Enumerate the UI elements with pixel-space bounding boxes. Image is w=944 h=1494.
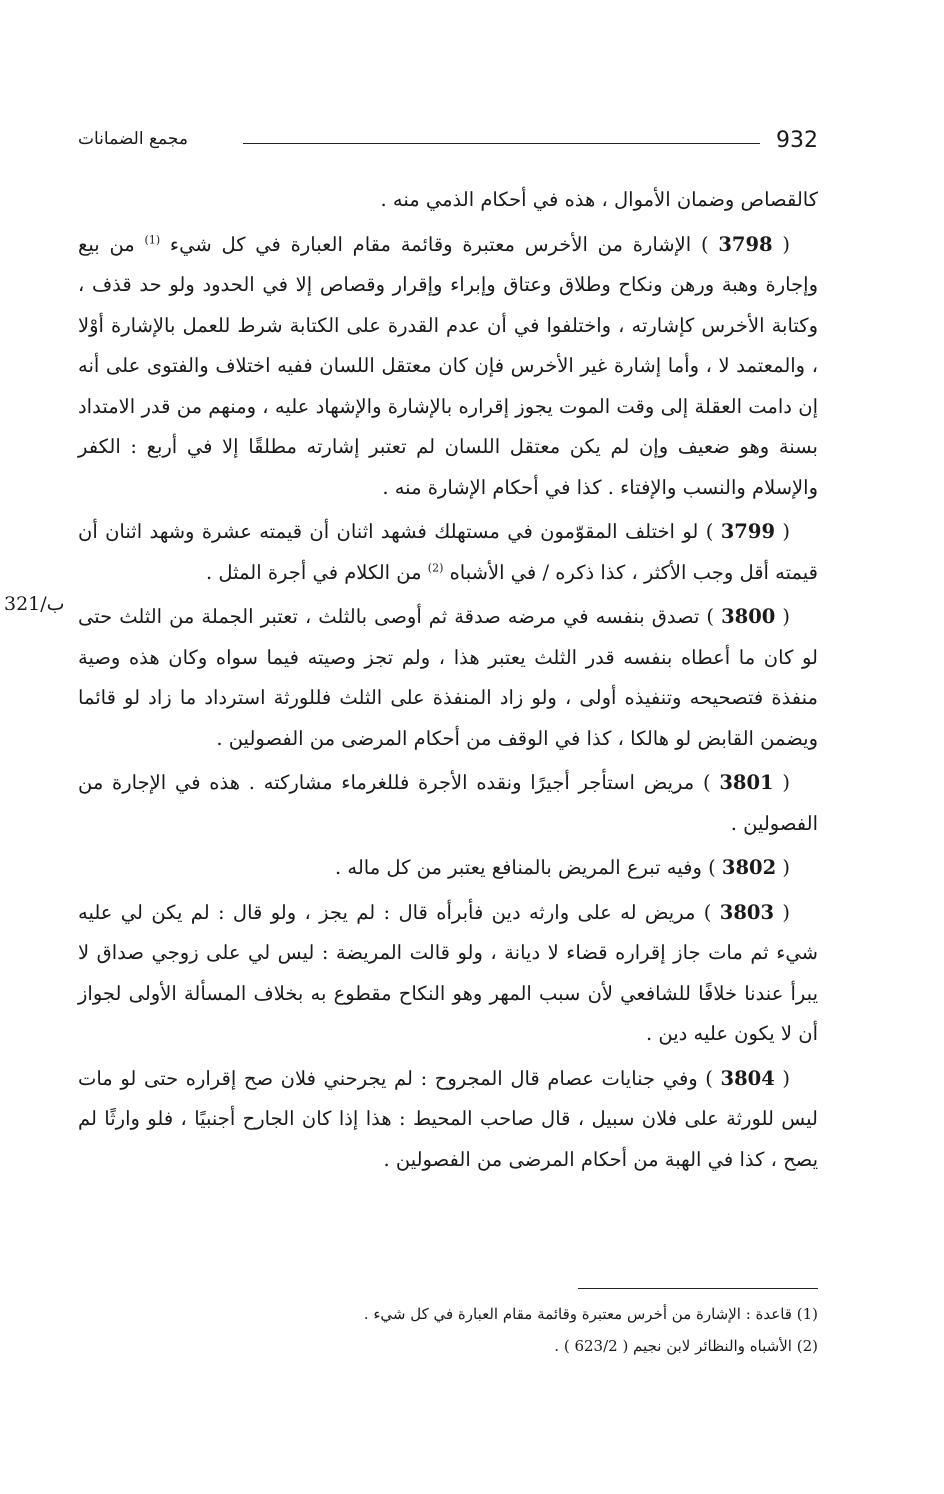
footnotes bbox=[78, 1298, 818, 1362]
paragraph-number: 3802 bbox=[721, 856, 777, 879]
page-body bbox=[78, 180, 818, 1184]
paragraph-number: 3801 bbox=[719, 771, 774, 794]
page-header bbox=[78, 128, 818, 162]
paragraph-number: 3804 bbox=[720, 1066, 775, 1090]
manuscript-folio-note: 321/ب bbox=[4, 593, 65, 615]
paragraph-3798: ( 3798 ) الإشارة من الأخرس معتبرة وقائمة مقام العبارة في كل شيء $^{(1)}$ من بيع وإجارة وهبة ورهن ونكاح وطلاق وعتاق وإبراء وإقرار وقصاص إلا في الحدود ولو حد قذف ، وكتابة الأخرس كإشارته ، واختلفوا في أن عدم القدرة على الكتابة شرط للعمل بالإشارة أوْلا ، والمعتمد لا ، وأما إشارة غير الأخرس فإن كان معتقل اللسان ففيه اختلاف والفتوى على أنه إن دامت العقلة إلى وقت الموت يجوز إقراره بالإشارة والإشهاد عليه ، ومنهم من قدر الامتداد بسنة وهو ضعيف وإن لم يكن معتقل اللسان لم تعتبر إشارته مطلقًا إلا في أربع : الكفر والإسلام والنسب والإفتاء . كذا في أحكام الإشارة منه . bbox=[78, 232, 818, 499]
paragraph-continuation: كالقصاص وضمان الأموال ، هذه في أحكام الذمي منه . bbox=[380, 188, 818, 211]
footnote-2: (2) الأشباه والنظائر لابن نجيم ( 623/2 ) . bbox=[554, 1337, 818, 1355]
footnote-ref[interactable]: (1) bbox=[144, 233, 161, 246]
paragraph-3802: ( 3802 ) وفيه تبرع المريض بالمنافع يعتبر من كل ماله . bbox=[335, 856, 790, 879]
book-title: مجمع الضمانات bbox=[78, 129, 188, 149]
paragraph-number: 3803 bbox=[719, 900, 775, 924]
page-number: 932 bbox=[776, 128, 818, 153]
header-rule bbox=[243, 143, 760, 144]
paragraph-3800: ( 3800 ) تصدق بنفسه في مرضه صدقة ثم أوصى بالثلث ، تعتبر الجملة من الثلث حتى لو كان ما أعطاه بنفسه قدر الثلث يعتبر هذا ، ولم تجز وصيته فيما سواه وكان هذه وصية منفذة فتصحيحه وتنفيذه أولى ، ولو زاد المنفذة على الثلث فللورثة استرداد ما زاد لو قائما ويضمن القابض لو هالكا ، كذا في الوقف من أحكام المرضى من الفصولين . bbox=[78, 605, 818, 750]
footnote-ref[interactable]: (2) bbox=[427, 561, 444, 574]
paragraph-number: 3799 bbox=[720, 520, 776, 543]
paragraph-3799: ( 3799 ) لو اختلف المقوّمون في مستهلك فشهد اثنان أن قيمته عشرة وشهد اثنان أن قيمته أقل وجب الأكثر ، كذا ذكره / في الأشباه $^{(2)}$ من الكلام في أجرة المثل . bbox=[78, 520, 818, 584]
paragraph-number: 3798 bbox=[718, 232, 773, 256]
paragraph-3804: ( 3804 ) وفي جنايات عصام قال المجروح : لم يجرحني فلان صح إقراره حتى لو مات ليس للورثة على فلان سبيل ، قال صاحب المحيط : هذا إذا كان الجارح أجنبيًا ، فلو وارثًا لم يصح ، كذا في الهبة من أحكام المرضى من الفصولين . bbox=[78, 1066, 818, 1171]
footnote-1: (1) قاعدة : الإشارة من أخرس معتبرة وقائمة مقام العبارة في كل شيء . bbox=[363, 1305, 818, 1323]
footnote-rule bbox=[578, 1288, 818, 1289]
paragraph-3801: ( 3801 ) مريض استأجر أجيرًا ونقده الأجرة فللغرماء مشاركته . هذه في الإجارة من الفصولين . bbox=[78, 771, 818, 835]
paragraph-number: 3800 bbox=[721, 605, 776, 628]
paragraph-3803: ( 3803 ) مريض له على وارثه دين فأبرأه قال : لم يجز ، ولو قال : لم يكن لي عليه شيء ثم مات جاز إقراره قضاء لا ديانة ، ولو قالت المريضة : ليس لي على زوجي صداق لا يبرأ عندنا خلافًا للشافعي لأن سبب المهر وهو النكاح مقطوع به بخلاف المسألة الأولى لجواز أن لا يكون عليه دين . bbox=[78, 900, 818, 1045]
